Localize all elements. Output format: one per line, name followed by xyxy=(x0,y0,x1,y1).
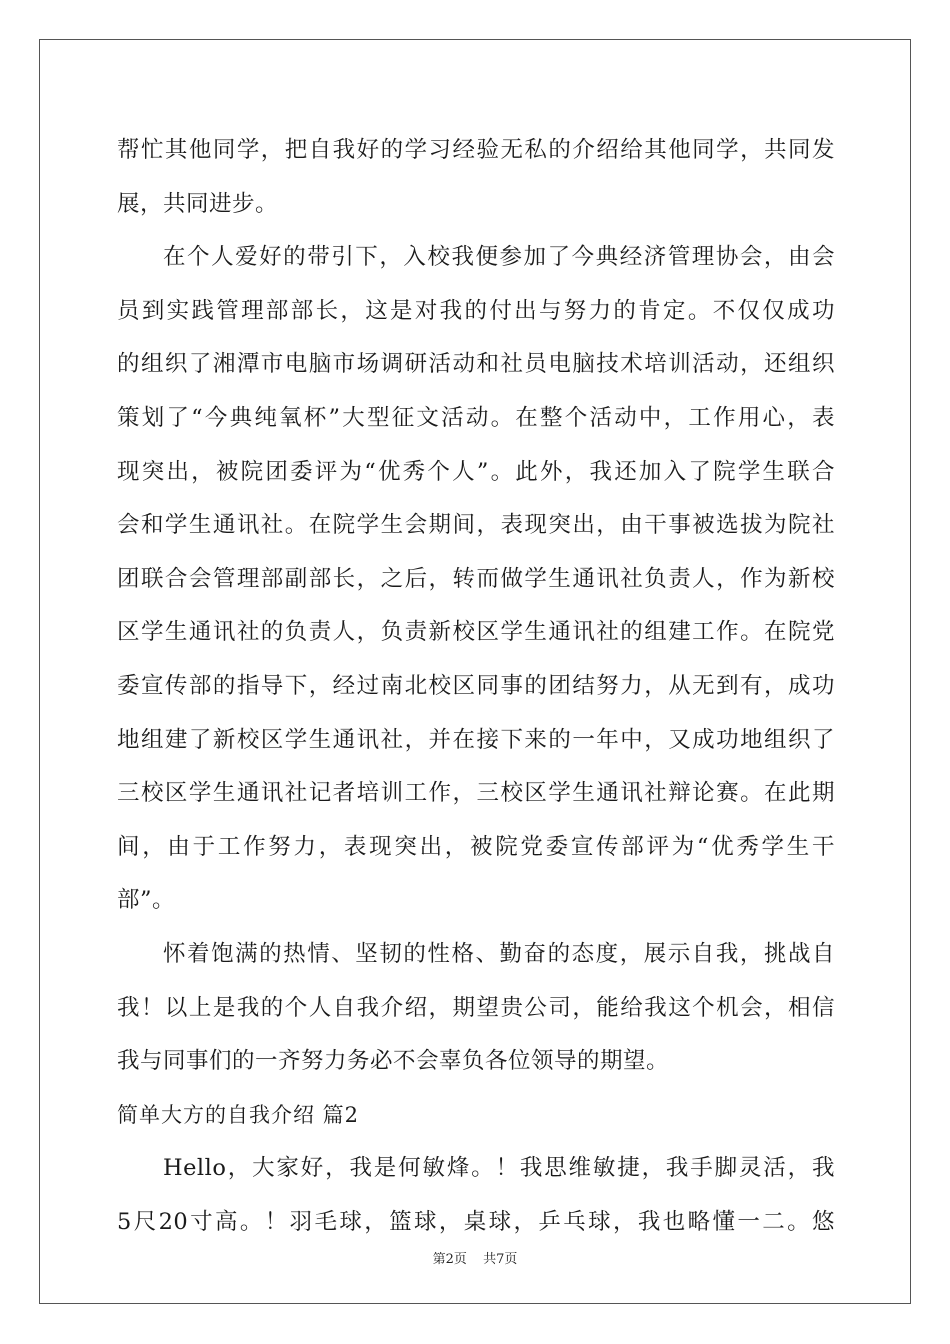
text-line: 我！以上是我的个人自我介绍，期望贵公司，能给我这个机会，相信 xyxy=(117,994,835,1021)
text-line: 团联合会管理部副部长，之后，转而做学生通讯社负责人，作为新校 xyxy=(117,565,835,592)
page-footer xyxy=(0,1248,950,1267)
text-line: 区学生通讯社的负责人，负责新校区学生通讯社的组建工作。在院党 xyxy=(117,619,835,646)
text-line: Hello，大家好，我是何敏烽。！我思维敏捷，我手脚灵活，我 xyxy=(163,1155,835,1182)
text-line: 的组织了湘潭市电脑市场调研活动和社员电脑技术培训活动，还组织 xyxy=(117,351,835,378)
text-line: 三校区学生通讯社记者培训工作，三校区学生通讯社辩论赛。在此期 xyxy=(117,780,835,807)
text-line: 地组建了新校区学生通讯社，并在接下来的一年中，又成功地组织了 xyxy=(117,726,835,753)
paragraphs-section-2 xyxy=(117,1142,835,1249)
text-line: 展，共同进步。 xyxy=(117,190,279,217)
text-line: 在个人爱好的带引下，入校我便参加了今典经济管理协会，由会 xyxy=(163,244,835,271)
text-line: 帮忙其他同学，把自我好的学习经验无私的介绍给其他同学，共同发 xyxy=(117,137,835,163)
text-line: 会和学生通讯社。在院学生会期间，表现突出，由干事被选拔为院社 xyxy=(117,512,835,539)
section-heading: 简单大方的自我介绍 篇2 xyxy=(117,1102,360,1127)
text-line: 现突出，被院团委评为“优秀个人”。此外，我还加入了院学生联合 xyxy=(117,458,835,485)
text-line: 5尺20寸高。！羽毛球，篮球，桌球，乒乓球，我也略懂一二。悠 xyxy=(117,1208,835,1235)
page-number-current: 第2页 xyxy=(432,1252,467,1267)
text-line: 策划了“今典纯氧杯”大型征文活动。在整个活动中，工作用心，表 xyxy=(117,404,835,431)
page-number-total: 共7页 xyxy=(483,1252,518,1267)
paragraphs-section-1 xyxy=(117,124,835,1089)
document-body xyxy=(117,124,835,1249)
text-line: 我与同事们的一齐努力务必不会辜负各位领导的期望。 xyxy=(117,1048,670,1075)
text-line: 委宣传部的指导下，经过南北校区同事的团结努力，从无到有，成功 xyxy=(117,672,835,699)
text-line: 怀着饱满的热情、坚韧的性格、勤奋的态度，展示自我，挑战自 xyxy=(163,940,835,967)
text-line: 员到实践管理部部长，这是对我的付出与努力的肯定。不仅仅成功 xyxy=(117,297,835,324)
text-line: 间，由于工作努力，表现突出，被院党委宣传部评为“优秀学生干 xyxy=(117,833,835,860)
text-line: 部”。 xyxy=(117,887,176,914)
